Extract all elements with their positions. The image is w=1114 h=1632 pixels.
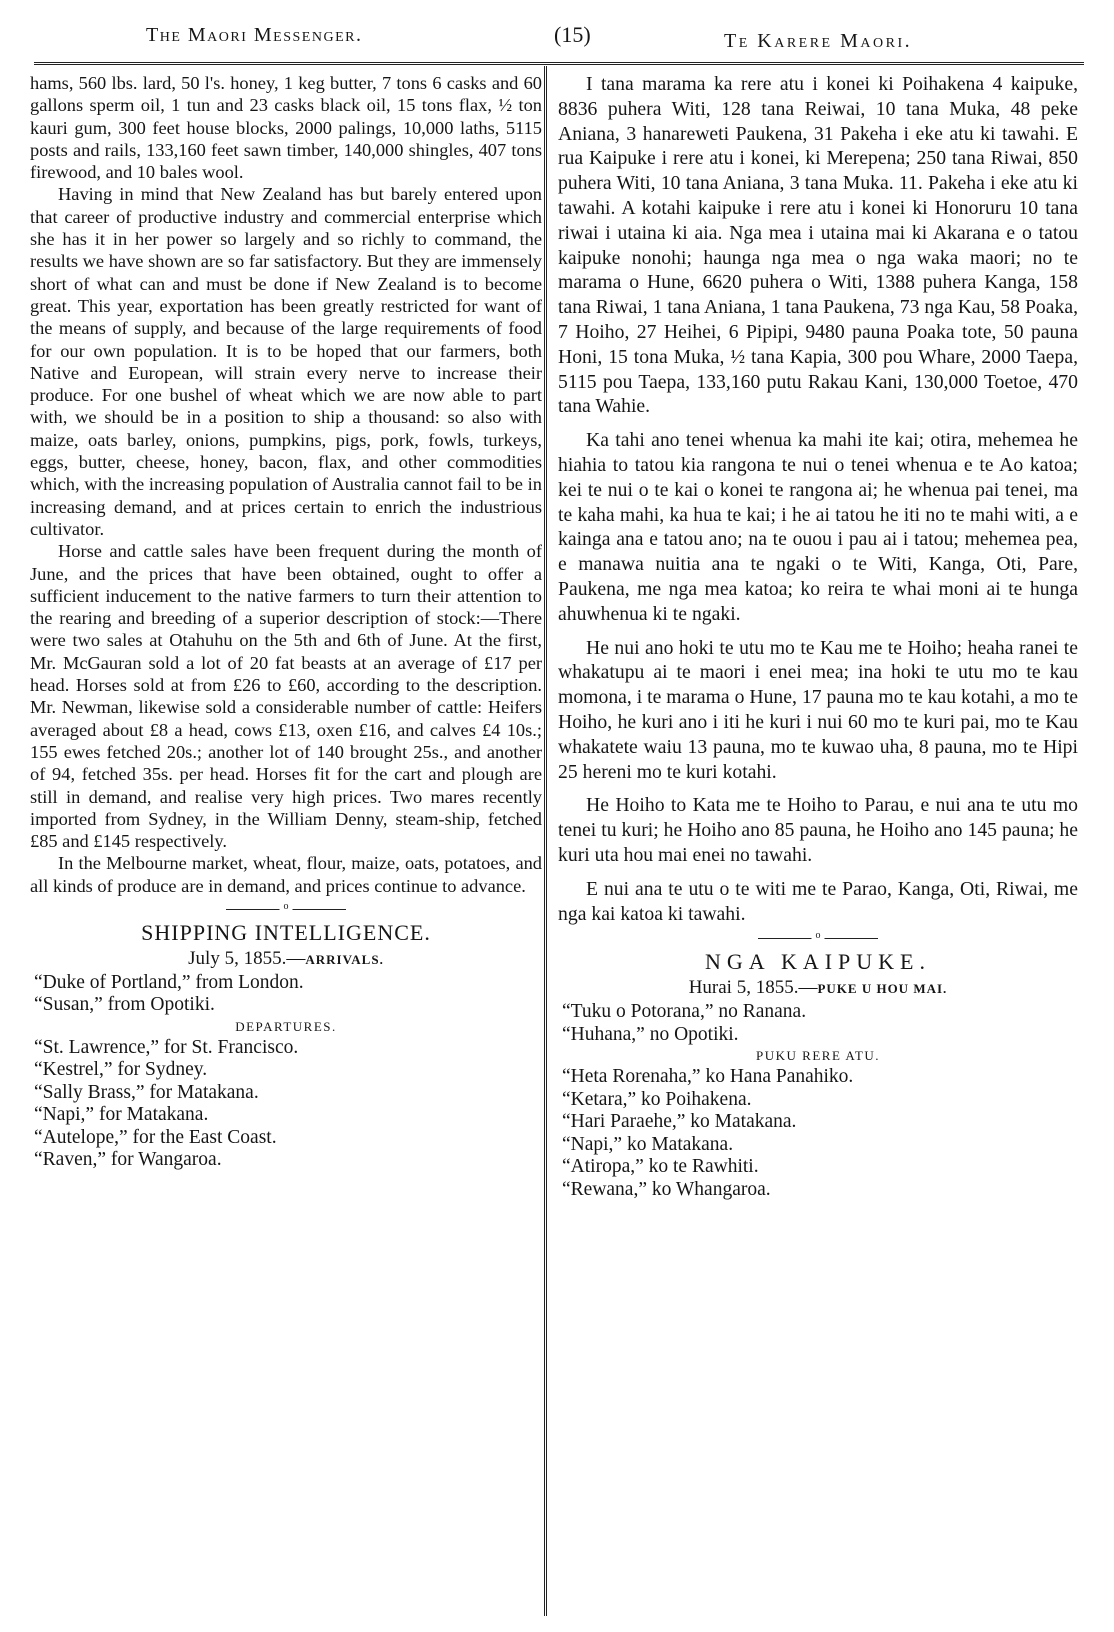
shipping-dateline — [30, 948, 542, 970]
shipping-date: July 5, 1855.— — [188, 947, 306, 969]
shipping-title: NGA KAIPUKE. — [705, 949, 931, 975]
list-item: “Susan,” from Opotiki. — [34, 994, 215, 1016]
masthead-rule — [34, 62, 1084, 65]
list-item: “Kestrel,” for Sydney. — [34, 1059, 208, 1081]
english-paragraph: Horse and cattle sales have been frequent during the month of June, and the prices that have been obtained, ought to offer a sufficient inducement to the native farmers to turn their attention to the rearing and breeding of a superior description of stock:—There were two sales at Otahuhu on the 5th and 6th of June. At the first, Mr. McGauran sold a lot of 20 fat beasts at an average of £17 per head. Horses sold at from £26 to £60, according to the description. Mr. Newman, likewise sold a considerable number of cattle: Heifers averaged about £8 a head, cows £13, oxen £16, and calves £4 10s.; 155 ewes fetched 20s.; another lot of 140 brought 25s., and another of 94, fetched 35s. per head. Horses fit for the cart and plough are still in demand, and realise very high prices. Two mares recently imported from Sydney, in the William Denny, steam-ship, fetched £85 and £145 respectively. — [30, 541, 542, 852]
masthead-title-english: The Maori Messenger. — [146, 24, 363, 46]
list-item: “Ketara,” ko Poihakena. — [562, 1088, 752, 1110]
list-item: “Napi,” for Matakana. — [34, 1104, 209, 1126]
section-separator — [758, 930, 878, 947]
nga-kaipuke-section — [558, 930, 1078, 1201]
shipping-title: SHIPPING INTELLIGENCE. — [141, 919, 431, 945]
maori-paragraph: He Hoiho to Kata me te Hoiho to Parau, e nui ana te utu mo tenei tu kuri; he Hoiho ano 85 pauna, he Hoiho ano 145 pauna; he kuri uta hou mai enei no tawahi. — [558, 794, 1078, 866]
english-paragraph: hams, 560 lbs. lard, 50 l's. honey, 1 keg butter, 7 tons 6 casks and 60 gallons sperm oil, 1 tun and 23 casks black oil, 15 tons flax, ½ ton kauri gum, 300 feet house blocks, 2000 palings, 10,000 laths, 5115 posts and rails, 133,160 feet sawn timber, 140,000 shingles, 407 tons firewood, and 10 bales wool. — [30, 73, 542, 183]
departures-list — [30, 1037, 542, 1172]
list-item: “Napi,” ko Matakana. — [562, 1133, 734, 1155]
departures-label: PUKU RERE ATU. — [756, 1048, 880, 1064]
masthead-title-maori: Te Karere Maori. — [724, 30, 913, 52]
list-item: “Hari Paraehe,” ko Matakana. — [562, 1111, 797, 1133]
english-paragraph: Having in mind that New Zealand has but barely entered upon that career of productive industry and commercial enterprise which she has it in her power so largely and so richly to command, the results we have shown are so far satisfactory. But they are immensely short of what can and must be done if New Zealand is to become great. This year, exportation has been greatly restricted for want of the means of supply, and because of the large requirements of food for our own population. It is to be hoped that our farmers, both Native and European, will strain every nerve to increase their produce. For one bushel of wheat which we are now able to part with, we should be in a position to ship a thousand: so also with maize, oats barley, onions, pumpkins, pigs, pork, fowls, turkeys, eggs, butter, cheese, honey, bacon, flax, and other commodities which, with the increasing population of Australia cannot fail to be in increasing demand, and at prices certain to enrich the industrious cultivator. — [30, 184, 542, 539]
section-separator — [226, 900, 346, 918]
english-paragraph: In the Melbourne market, wheat, flour, maize, oats, potatoes, and all kinds of produce are in demand, and prices continue to advance. — [30, 853, 542, 896]
maori-paragraph: I tana marama ka rere atu i konei ki Poihakena 4 kaipuke, 8836 puhera Witi, 128 tana Reiwai, 10 tana Muka, 48 peke Aniana, 3 hanareweti Paukena, 31 Pakeha i eke atu ki tawahi. E rua Kaipuke i rere atu i konei, ki Merepena; 250 tana Riwai, 850 puhera Witi, 10 tana Aniana, 3 tana Muka. 11. Pakeha i eke atu ki tawahi. A kotahi kaipuke i rere atu i konei ki Honoruru 10 tana riwai i utaina ki aia. Nga mea i utaina mai ki Akarana e o tatou kaipuke nonohi; haunga nga mea o nga waka maori; no te marama o Hune, 6620 puhera o Witi, 1388 puhera Kanga, 158 tana Riwai, 1 tana Aniana, 1 tana Paukena, 73 nga Kau, 58 Poaka, 7 Hoiho, 27 Heihei, 6 Pipipi, 9480 pauna Poaka tote, 50 pauna Honi, 15 tona Muka, ½ tana Kapia, 300 pou Whare, 2000 Taepa, 5115 pou Taepa, 133,160 putu Rakau Kani, 130,000 Toetoe, 470 tana Wahie. — [558, 73, 1078, 418]
list-item: “Duke of Portland,” from London. — [34, 971, 304, 993]
page-number: (15) — [554, 22, 591, 47]
list-item: “Heta Rorenaha,” ko Hana Panahiko. — [562, 1066, 854, 1088]
arrivals-label: ARRIVALS. — [305, 951, 384, 967]
shipping-intelligence-section — [30, 900, 542, 1172]
list-item: “Rewana,” ko Whangaroa. — [562, 1178, 771, 1200]
list-item: “Autelope,” for the East Coast. — [34, 1126, 277, 1148]
column-divider — [544, 66, 547, 1616]
maori-paragraph: E nui ana te utu o te witi me te Parao, Kanga, Oti, Riwai, me nga kai katoa ki tawahi. — [558, 877, 1078, 925]
list-item: “Huhana,” no Opotiki. — [562, 1023, 739, 1045]
english-column — [30, 72, 542, 1172]
ornament: o — [812, 930, 825, 941]
shipping-date: Hurai 5, 1855.— — [688, 977, 818, 999]
ornament: o — [280, 901, 293, 912]
list-item: “Sally Brass,” for Matakana. — [34, 1081, 259, 1103]
list-item: “Raven,” for Wangaroa. — [34, 1149, 222, 1171]
list-item: “Tuku o Potorana,” no Ranana. — [562, 1001, 807, 1023]
maori-paragraph: He nui ano hoki te utu mo te Kau me te Hoiho; heaha ranei te whakatupu ai te maori i enei mea; ina hoki te utu mo te kau momona, i te marama o Hune, 17 pauna mo te kau kotahi, a mo te Hoiho, he kuri ano i iti he kuri i nui 60 mo te kuri pai, mo te Kau whakatete waiu 13 pauna, mo te kuwao uha, 8 pauna, mo te Hipi 25 hereni mo te kuri kotahi. — [558, 636, 1078, 783]
list-item: “St. Lawrence,” for St. Francisco. — [34, 1036, 299, 1058]
arrivals-list — [30, 972, 542, 1017]
arrivals-list — [558, 1001, 1078, 1046]
maori-paragraph: Ka tahi ano tenei whenua ka mahi ite kai; otira, mehemea he hiahia to tatou kia rangona te nui o tenei whenua e te Ao katoa; kei te nui o te kai o konei te rangona ai; he whenua pai tenei, ma te kaha mahi, ka hua te kai; i he ai tatou he iti no te mahi witi, a e kainga ana e tatou ano; na te ouou i pau ai i tatou; mehemea pea, e manawa nuitia ana te ngaki o te Witi, Kanga, Oti, Pare, Paukena, me nga mea katoa; ko reira te whai moni ai te hunga ahuwhenua ki te ngaki. — [558, 429, 1078, 625]
maori-column — [558, 72, 1078, 1201]
arrivals-label: PUKE U HOU MAI. — [817, 981, 948, 997]
departures-list — [558, 1066, 1078, 1201]
departures-label: DEPARTURES. — [235, 1018, 337, 1034]
list-item: “Atiropa,” ko te Rawhiti. — [562, 1156, 759, 1178]
shipping-dateline — [558, 977, 1078, 999]
masthead — [34, 24, 1084, 60]
